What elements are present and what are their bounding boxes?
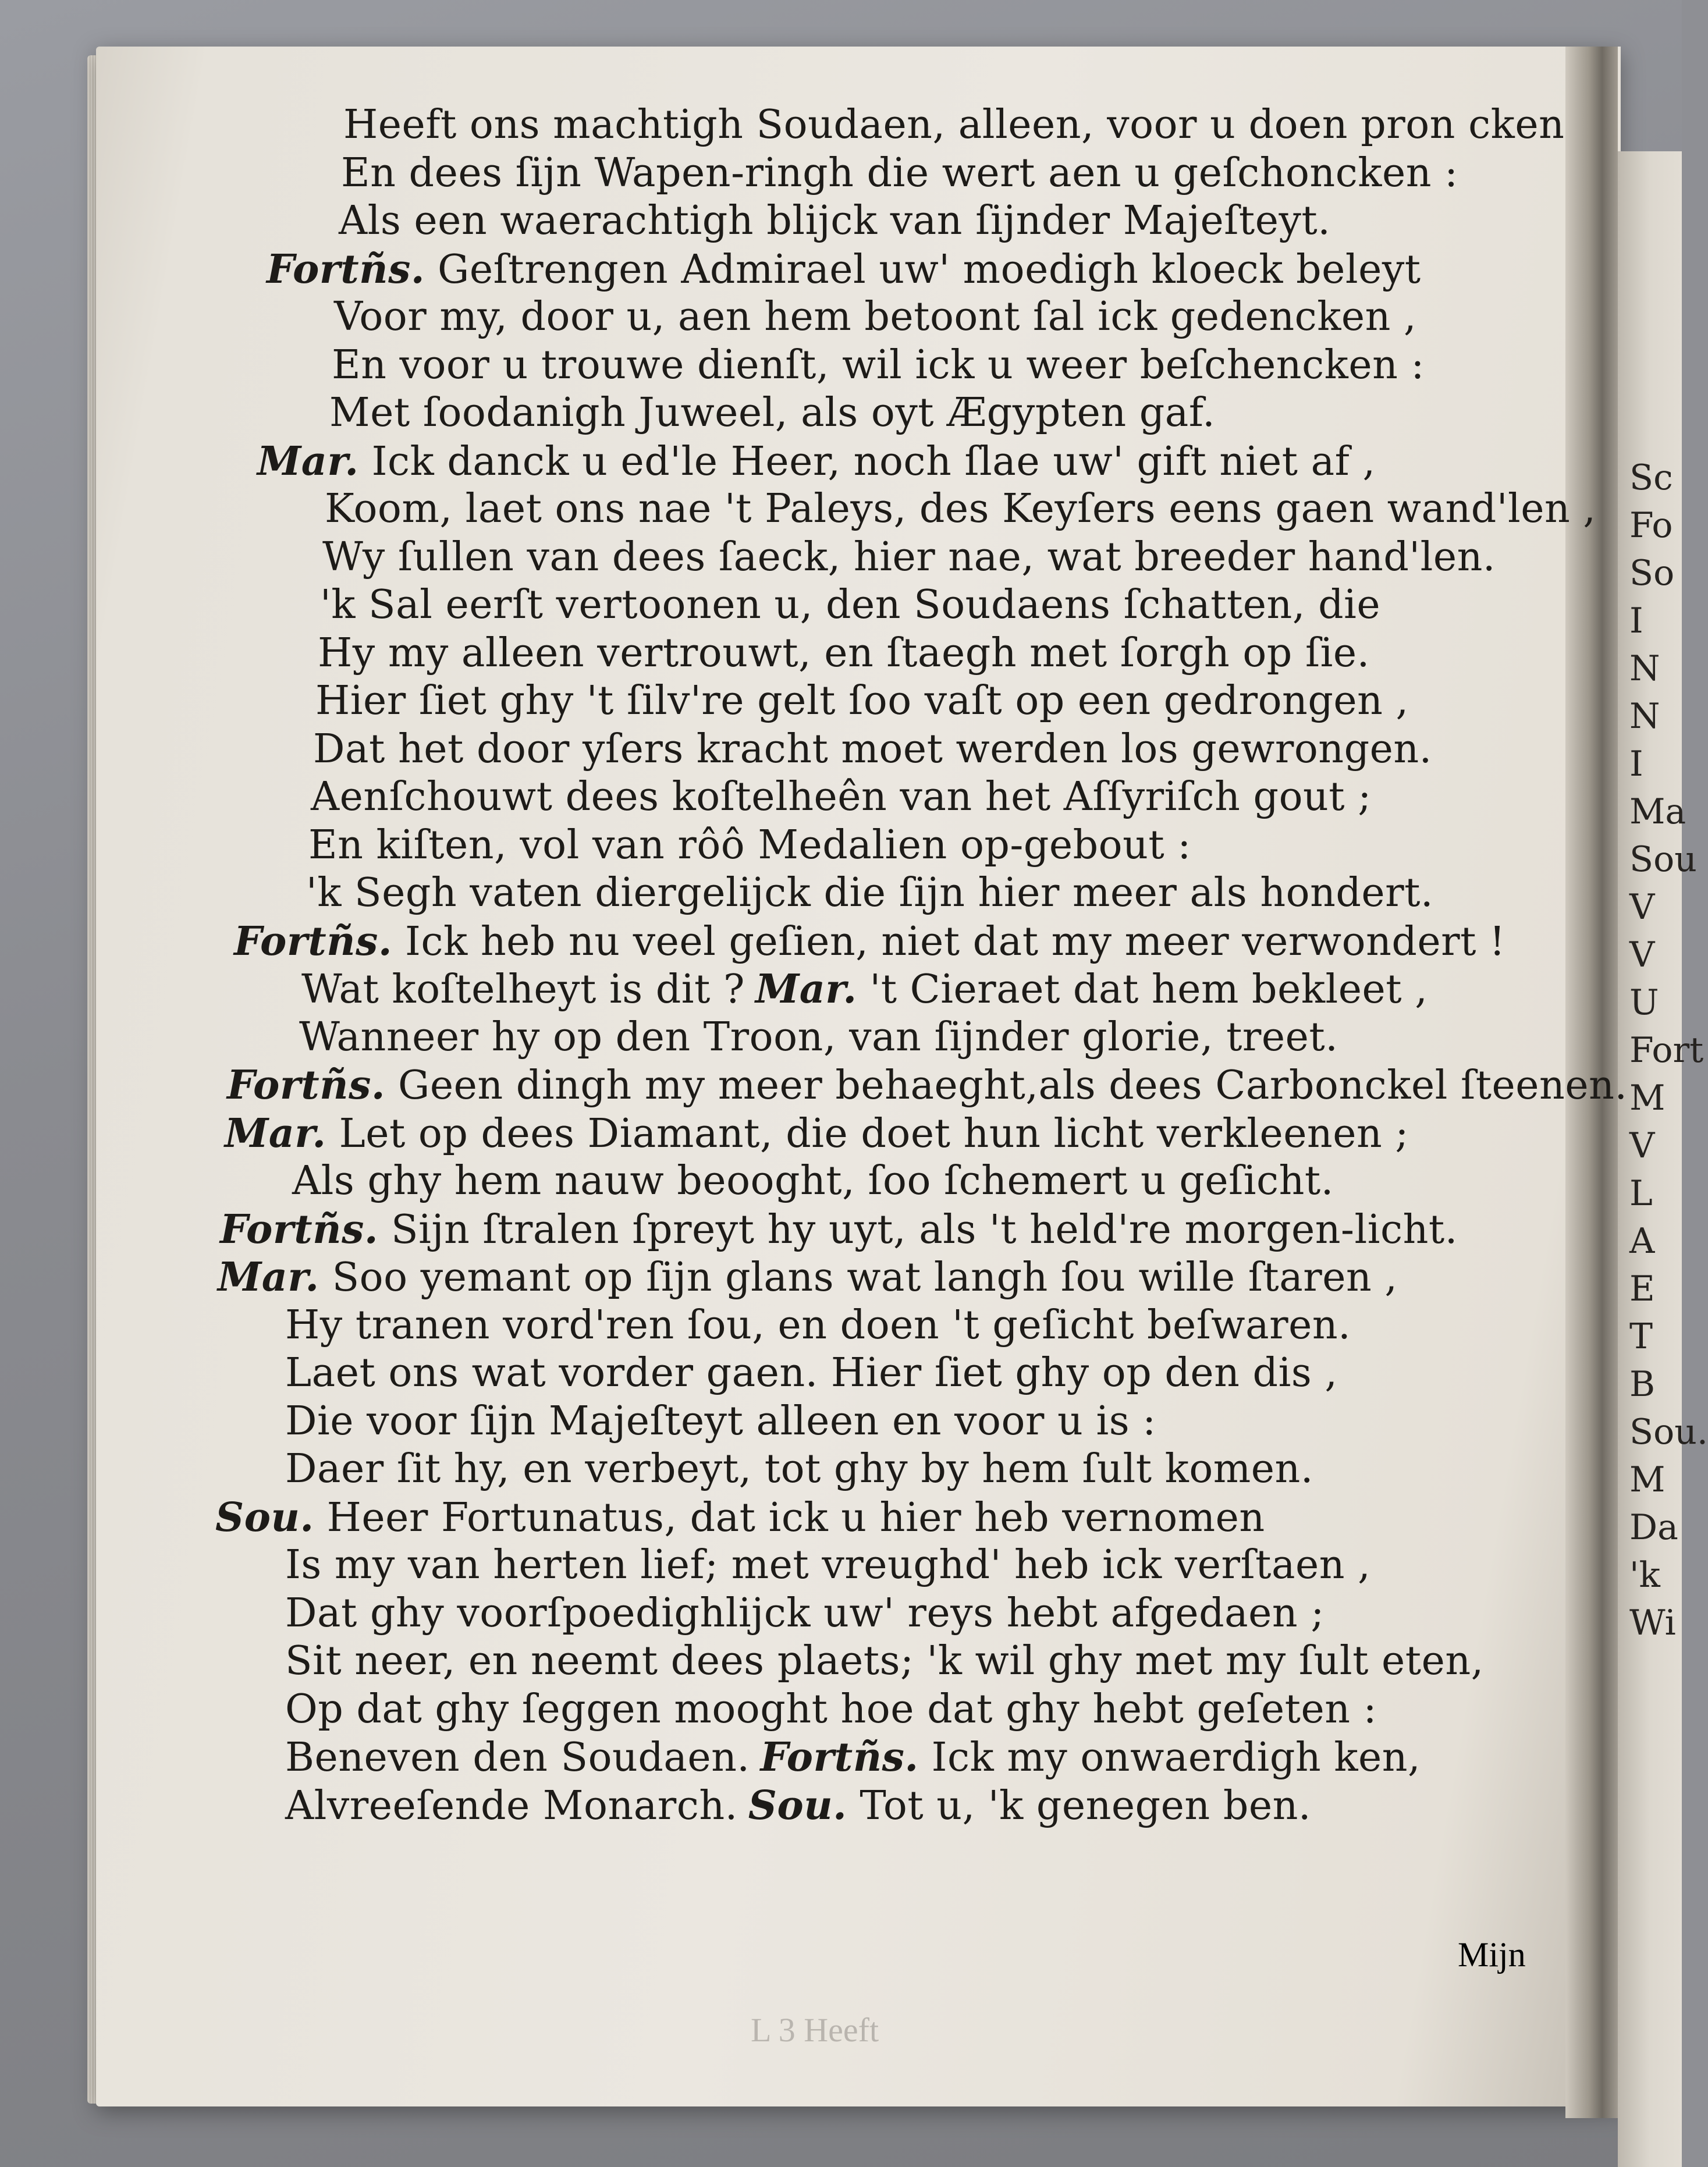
facing-page-fragment: Sou. — [1629, 1412, 1708, 1452]
facing-page-fragment: M — [1629, 1459, 1666, 1500]
facing-page-fragment: Ma — [1629, 791, 1686, 832]
speaker-label: Fortñs. — [234, 918, 393, 965]
facing-page-fragment: Da — [1629, 1507, 1678, 1548]
facing-page-fragment: N — [1629, 696, 1660, 737]
facing-page-fragment: I — [1629, 601, 1643, 641]
verse-text: Beneven den Soudaen. — [285, 1735, 750, 1781]
verse-line — [313, 726, 1432, 773]
speaker-label: Mar. — [257, 438, 359, 485]
verse-line — [285, 1398, 1156, 1445]
verse-line — [311, 774, 1372, 820]
verse-text: Hier ſiet ghy 't ſilv're gelt ſoo vaſt op een gedrongen , — [315, 678, 1409, 724]
facing-page-fragment: Wi — [1629, 1603, 1676, 1643]
verse-text: Sit neer, en neemt dees plaets; 'k wil ghy met my ſult eten, — [285, 1638, 1484, 1684]
verse-text: 'k Sal eerſt vertoonen u, den Soudaens ſchatten, die — [320, 582, 1381, 628]
verse-text: Voor my, door u, aen hem betoont ſal ick gedencken , — [334, 294, 1417, 340]
facing-page-fragment: V — [1629, 1125, 1655, 1166]
verse-text: Ick danck u ed'le Heer, noch ſlae uw' gift niet af , — [371, 438, 1376, 485]
verse-line — [322, 534, 1496, 581]
verse-line — [325, 486, 1596, 532]
facing-page-fragment: V — [1629, 935, 1655, 975]
speaker-label: Mar. — [225, 1110, 326, 1157]
facing-page-fragment: A — [1629, 1221, 1655, 1262]
verse-line — [227, 1062, 1627, 1109]
facing-page-fragments — [1629, 454, 1708, 1647]
verse-text: Heer Fortunatus, dat ick u hier heb vernomen — [326, 1494, 1265, 1541]
verse-line — [341, 150, 1458, 197]
verse-text: Geen dingh my meer behaeght,als dees Carbonckel ſteenen. — [398, 1063, 1628, 1109]
facing-page-fragment: Fo — [1629, 505, 1673, 546]
verse-text: Op dat ghy ſeggen mooght hoe dat ghy hebt geſeten : — [285, 1686, 1377, 1732]
facing-page-fragment: Fort — [1629, 1030, 1704, 1071]
verse-line — [234, 918, 1505, 965]
verse-line — [218, 1254, 1398, 1301]
verse-text: Dat het door yſers kracht moet werden los gewrongen. — [313, 726, 1432, 772]
speaker-label: Mar. — [755, 966, 857, 1013]
speaker-label: Fortñs. — [220, 1206, 379, 1253]
verse-line — [225, 1110, 1409, 1157]
facing-page-fragment: 'k — [1629, 1555, 1660, 1596]
verse-text: Tot u, 'k genegen ben. — [860, 1782, 1312, 1829]
verse-text: Ick heb nu veel geſien, niet dat my meer verwondert ! — [405, 918, 1505, 965]
signature-footer: L 3 Heeft — [751, 2011, 879, 2049]
verse-line — [343, 102, 1564, 148]
verse-line — [315, 678, 1409, 724]
speaker-label: Mar. — [218, 1254, 319, 1301]
verse-text: Als ghy hem nauw beooght, ſoo ſchemert u geſicht. — [292, 1158, 1334, 1204]
verse-line — [301, 966, 1428, 1013]
facing-page-fragment: U — [1629, 982, 1659, 1023]
facing-page-fragment: So — [1629, 553, 1675, 594]
verse-line — [285, 1542, 1370, 1589]
verse-line — [318, 630, 1370, 677]
verse-text: Heeft ons machtigh Soudaen, alleen, voor u doen pron cken — [343, 102, 1565, 148]
speaker-label: Fortñs. — [760, 1734, 919, 1781]
verse-text: Als een waerachtigh blijck van ſijnder Majeſteyt. — [339, 198, 1331, 244]
verse-line — [332, 342, 1425, 389]
verse-text: En voor u trouwe dienſt, wil ick u weer beſchencken : — [332, 342, 1425, 388]
verse-line — [220, 1206, 1458, 1253]
verse-text: Is my van herten lief; met vreughd' heb ick verſtaen , — [285, 1542, 1371, 1588]
verse-text: Ick my onwaerdigh ken, — [931, 1735, 1421, 1781]
verse-text: Soo yemant op ſijn glans wat langh ſou wille ſtaren , — [332, 1255, 1398, 1301]
verse-text: En kiſten, vol van rôô Medalien op-gebout : — [308, 822, 1191, 868]
facing-page-fragment: I — [1629, 744, 1643, 784]
verse-line — [215, 1494, 1265, 1541]
speaker-label: Sou. — [748, 1782, 847, 1829]
verse-line — [285, 1782, 1311, 1829]
facing-page-fragment: T — [1629, 1316, 1653, 1357]
facing-page-fragment: Sc — [1629, 457, 1673, 498]
verse-text: Met ſoodanigh Juweel, als oyt Ægypten gaf. — [329, 390, 1216, 436]
verse-text: Laet ons wat vorder gaen. Hier ſiet ghy op den dis , — [285, 1350, 1338, 1396]
verse-text: 't Cieraet dat hem bekleet , — [869, 967, 1428, 1013]
verse-text: Koom, laet ons nae 't Paleys, des Keyſers eens gaen wand'len , — [325, 486, 1596, 532]
facing-page-fragment: B — [1629, 1364, 1656, 1405]
verse-text: Hy my alleen vertrouwt, en ſtaegh met ſorgh op ſie. — [318, 630, 1370, 676]
verse-line — [285, 1734, 1421, 1781]
verse-text: Geſtrengen Admirael uw' moedigh kloeck beleyt — [438, 246, 1421, 293]
verse-text: 'k Segh vaten diergelijck die ſijn hier meer als hondert. — [306, 870, 1434, 916]
facing-page-fragment: E — [1629, 1269, 1655, 1309]
verse-line — [285, 1446, 1313, 1493]
verse-line — [285, 1350, 1337, 1397]
catchword: Mijn — [1458, 1935, 1526, 1974]
verse-line — [306, 870, 1433, 916]
verse-line — [285, 1590, 1325, 1637]
verse-text: Dat ghy voorſpoedighlijck uw' reys hebt afgedaen ; — [285, 1590, 1325, 1636]
verse-line — [285, 1302, 1351, 1349]
facing-page-fragment: N — [1629, 648, 1660, 689]
verse-line — [267, 246, 1421, 293]
speaker-label: Sou. — [215, 1494, 314, 1541]
verse-text: Daer ſit hy, en verbeyt, tot ghy by hem ſult komen. — [285, 1446, 1313, 1492]
verse-line — [320, 582, 1380, 628]
verse-line — [285, 1638, 1484, 1685]
verse-line — [299, 1014, 1338, 1061]
speaker-label: Fortñs. — [267, 246, 425, 293]
verse-text: Let op dees Diamant, die doet hun licht verkleenen ; — [339, 1110, 1409, 1157]
verse-text: Aenſchouwt dees koſtelheên van het Aſſyriſch gout ; — [311, 774, 1372, 820]
verse-line — [257, 438, 1376, 485]
verse-line — [339, 198, 1330, 244]
verse-line — [329, 390, 1215, 436]
verse-text: Alvreeſende Monarch. — [285, 1782, 738, 1829]
facing-page-fragment: M — [1629, 1078, 1666, 1118]
facing-page-fragment: V — [1629, 887, 1655, 928]
verse-text: En dees ſijn Wapen-ringh die wert aen u geſchoncken : — [341, 150, 1458, 196]
verse-text: Wanneer hy op den Troon, van ſijnder glorie, treet. — [299, 1014, 1338, 1060]
verse-text: Sijn ſtralen ſpreyt hy uyt, als 't held're morgen-licht. — [391, 1206, 1458, 1253]
verse-text: Hy tranen vord'ren ſou, en doen 't geſicht beſwaren. — [285, 1302, 1351, 1348]
verse-line — [334, 294, 1416, 340]
facing-page-fragment: L — [1629, 1173, 1653, 1214]
speaker-label: Fortñs. — [227, 1062, 386, 1109]
facing-page-fragment: Sou — [1629, 839, 1697, 880]
verse-line — [308, 822, 1191, 869]
verse-line — [285, 1686, 1377, 1733]
verse-text: Die voor ſijn Majeſteyt alleen en voor u is : — [285, 1398, 1156, 1444]
verse-text: Wy ſullen van dees ſaeck, hier nae, wat breeder hand'len. — [322, 534, 1496, 580]
verse-text: Wat koſtelheyt is dit ? — [301, 967, 745, 1013]
verse-line — [292, 1158, 1334, 1205]
